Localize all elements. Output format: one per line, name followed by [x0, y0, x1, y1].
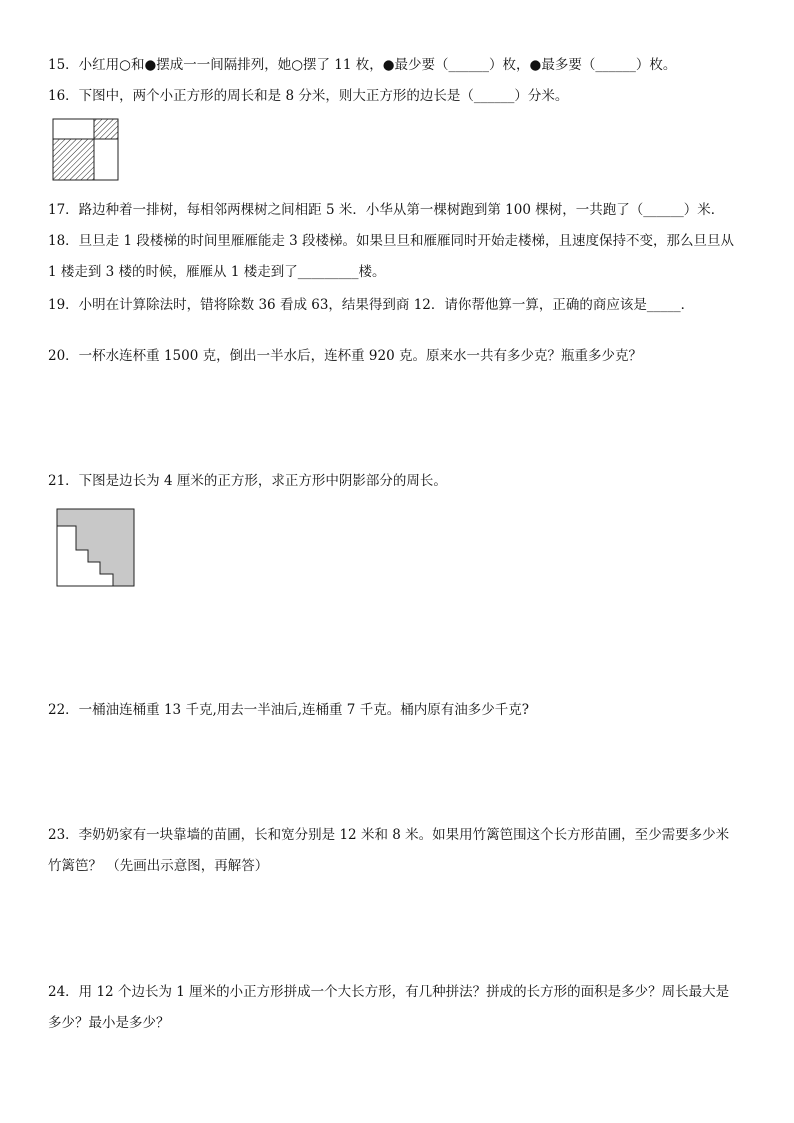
squares-figure [52, 118, 120, 182]
question-15: 15．小红用○和●摆成一一间隔排列，她○摆了 11 枚，●最少要（______）枚，●最多要（______）枚。 [48, 57, 677, 73]
question-24-line2: 多少？最小是多少？ [48, 1015, 170, 1031]
question-23-line1: 23．李奶奶家有一块靠墙的苗圃，长和宽分别是 12 米和 8 米。如果用竹篱笆围这个长方形苗圃，至少需要多少米 [48, 827, 730, 843]
question-21: 21．下图是边长为 4 厘米的正方形，求正方形中阴影部分的周长。 [48, 473, 447, 489]
question-18-line2: 1 楼走到 3 楼的时候，雁雁从 1 楼走到了_________楼。 [48, 264, 386, 280]
question-23-line2: 竹篱笆？ （先画出示意图，再解答） [48, 858, 269, 874]
question-18-line1: 18．旦旦走 1 段楼梯的时间里雁雁能走 3 段楼梯。如果旦旦和雁雁同时开始走楼梯，且速度保持不变，那么旦旦从 [48, 233, 735, 249]
question-20: 20．一杯水连杯重 1500 克，倒出一半水后，连杯重 920 克。原来水一共有多少克？瓶重多少克？ [48, 348, 642, 364]
staircase-square-figure [56, 508, 136, 588]
question-22: 22．一桶油连桶重 13 千克,用去一半油后,连桶重 7 千克。桶内原有油多少千克? [48, 702, 529, 718]
question-19: 19．小明在计算除法时，错将除数 36 看成 63，结果得到商 12．请你帮他算一算，正确的商应该是_____． [48, 297, 695, 313]
question-16: 16．下图中，两个小正方形的周长和是 8 分米，则大正方形的边长是（______）分米。 [48, 88, 569, 104]
question-24-line1: 24．用 12 个边长为 1 厘米的小正方形拼成一个大长方形，有几种拼法？拼成的长方形的面积是多少？周长最大是 [48, 984, 730, 1000]
small-hatched-square [94, 119, 118, 139]
question-17: 17．路边种着一排树，每相邻两棵树之间相距 5 米．小华从第一棵树跑到第 100 棵树，一共跑了（______）米． [48, 202, 725, 218]
large-hatched-square [53, 139, 94, 180]
